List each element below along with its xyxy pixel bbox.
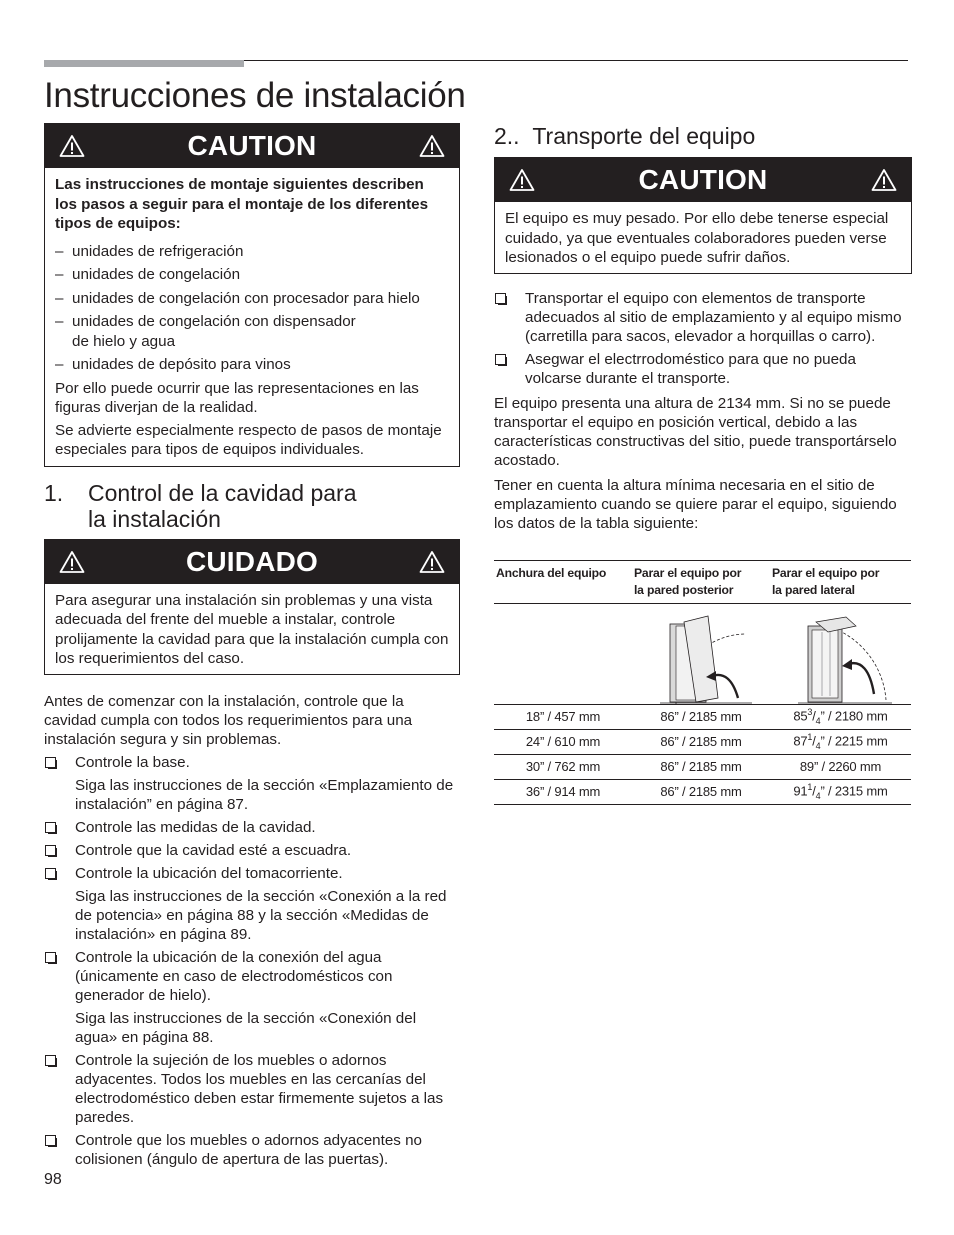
checklist xyxy=(44,753,460,1169)
table-cell: $85^3/_4$” / 2180 mm xyxy=(770,704,911,729)
page-title: Instrucciones de instalación xyxy=(44,76,466,115)
warning-triangle-icon xyxy=(509,168,535,192)
caution-label: CAUTION xyxy=(638,164,768,195)
table-cell: $91^1/_4$” / 2315 mm xyxy=(770,779,911,804)
list-item-text-cont: de hielo y agua xyxy=(72,332,176,350)
cuidado-box xyxy=(44,539,460,675)
table-cell: 89” / 2260 mm xyxy=(770,754,911,779)
checkbox-icon xyxy=(45,952,56,963)
section-number: 1. xyxy=(44,479,64,506)
table-header-row xyxy=(494,560,911,603)
column-header: Parar el equipo por la pared posterior xyxy=(634,565,742,597)
warning-triangle-icon xyxy=(59,134,85,158)
caution-paragraph: Se advierte especialmente respecto de pasos de montaje especiales para tipos de equipos individuales. xyxy=(55,421,442,458)
list-item: – unidades de congelación con procesador para hielo xyxy=(55,289,449,309)
section-1-body xyxy=(44,692,460,1169)
table-row xyxy=(494,729,911,754)
column-header: Anchura del equipo xyxy=(496,565,607,580)
section-2-heading xyxy=(494,123,912,149)
tilt-back-diagram-icon xyxy=(632,603,770,704)
checkbox-icon xyxy=(495,354,506,365)
table-cell: 86” / 2185 mm xyxy=(632,729,770,754)
caution-intro: Las instrucciones de montaje siguientes describen los pasos a seguir para el montaje de los diferentes tipos de equipos: xyxy=(55,176,429,232)
table-cell: 24” / 610 mm xyxy=(494,729,632,754)
tilt-side-diagram-icon xyxy=(770,603,911,704)
caution-body xyxy=(45,168,459,466)
checklist-item: Transportar el equipo con elementos de transporte adecuados al sitio de emplazamiento y al equipo mismo (carretilla para sacos, elevador a horquillas o carro). xyxy=(494,289,912,346)
checklist xyxy=(494,289,912,388)
caution-text: El equipo es muy pesado. Por ello debe tenerse especial cuidado, ya que eventuales colaboradores pueden verse lesionados o el equipo puede sufrir daños. xyxy=(505,210,889,266)
table-cell: 30” / 762 mm xyxy=(494,754,632,779)
page-number: 98 xyxy=(44,1171,62,1188)
list-item xyxy=(55,312,449,351)
checklist-subtext: Siga las instrucciones de la sección «Emplazamiento de instalación” en página 87. xyxy=(75,776,454,813)
cuidado-label: CUIDADO xyxy=(185,545,319,577)
table-cell: 86” / 2185 mm xyxy=(632,754,770,779)
checklist-subtext: Siga las instrucciones de la sección «Conexión del agua» en página 88. xyxy=(75,1009,417,1046)
section-title-cont: la instalación xyxy=(88,505,221,532)
list-item: – unidades de refrigeración xyxy=(55,242,449,262)
caution-paragraph: Por ello puede ocurrir que las representaciones en las figuras diverjan de la realidad. xyxy=(55,379,419,416)
equipment-type-list xyxy=(55,242,449,375)
caution-header xyxy=(45,124,459,168)
warning-triangle-icon xyxy=(419,134,445,158)
caution-body xyxy=(495,202,911,273)
checklist-item: Controle que los muebles o adornos adyacentes no colisionen (ángulo de apertura de las puertas). xyxy=(44,1131,460,1169)
caution-header xyxy=(495,158,911,202)
paragraph: El equipo presenta una altura de 2134 mm. Si no se puede transportar el equipo en posición vertical, debido a las características constructivas del sitio, puede transportárselo acostado. xyxy=(494,394,897,469)
checklist-item: Controle la sujeción de los muebles o adornos adyacentes. Todos los muebles en las cercanías del electrodoméstico deben estar firmemente sujetos a las paredes. xyxy=(44,1051,460,1127)
table-row xyxy=(494,704,911,729)
table-image-row xyxy=(494,603,911,704)
warning-triangle-icon xyxy=(871,168,897,192)
section-number: 2.. xyxy=(494,123,520,149)
cuidado-body xyxy=(45,584,459,674)
section-title: Control de la cavidad para xyxy=(88,479,357,506)
paragraph: Tener en cuenta la altura mínima necesaria en el sitio de emplazamiento cuando se quiere parar el equipo, siguiendo los datos de la tabla siguiente: xyxy=(494,476,897,532)
checklist-item: Controle que la cavidad esté a escuadra. xyxy=(44,841,460,860)
checklist-item: Controle la ubicación del tomacorriente. Siga las instrucciones de la sección «Conexión a la red de potencia» en página 88 y la sección «Medidas de instalación» en página 89. xyxy=(44,864,460,944)
column-header: Parar el equipo por la pared lateral xyxy=(772,565,880,597)
section-2-body xyxy=(494,289,912,533)
left-column xyxy=(44,123,460,1173)
checklist-subtext: Siga las instrucciones de la sección «Conexión a la red de potencia» en página 88 y la sección «Medidas de instalación» en página 89. xyxy=(75,887,447,943)
table-cell: 18” / 457 mm xyxy=(494,704,632,729)
cuidado-header xyxy=(45,540,459,584)
section-title: Transporte del equipo xyxy=(532,123,756,149)
section-1-heading xyxy=(44,480,460,532)
checklist-item: Controle las medidas de la cavidad. xyxy=(44,818,460,837)
warning-triangle-icon xyxy=(419,550,445,574)
checklist-item: Asegwar el electrrodoméstico para que no pueda volcarse durante el transporte. xyxy=(494,350,912,388)
checkbox-icon xyxy=(495,293,506,304)
table-row xyxy=(494,754,911,779)
caution-label: CAUTION xyxy=(187,130,317,161)
header-accent-bar xyxy=(44,60,244,67)
section-1-intro: Antes de comenzar con la instalación, controle que la cavidad cumpla con todos los requerimientos para una instalación segura y sin problemas. xyxy=(44,692,413,748)
right-column xyxy=(494,123,912,805)
table-cell: $87^1/_4$” / 2215 mm xyxy=(770,729,911,754)
dimensions-table xyxy=(494,560,911,805)
checkbox-icon xyxy=(45,845,56,856)
list-item: – unidades de depósito para vinos xyxy=(55,355,449,375)
list-item: – unidades de congelación xyxy=(55,265,449,285)
caution-box-transport xyxy=(494,157,912,274)
warning-triangle-icon xyxy=(59,550,85,574)
checkbox-icon xyxy=(45,1135,56,1146)
checkbox-icon xyxy=(45,822,56,833)
table-row xyxy=(494,779,911,804)
checkbox-icon xyxy=(45,868,56,879)
table-cell: 36” / 914 mm xyxy=(494,779,632,804)
checklist-item: Controle la ubicación de la conexión del agua (únicamente en caso de electrodomésticos con generador de hielo). Siga las instrucciones de la sección «Conexión del agua» en página 88. xyxy=(44,948,460,1047)
checkbox-icon xyxy=(45,1055,56,1066)
list-item-text: unidades de congelación con dispensador xyxy=(72,313,356,330)
checkbox-icon xyxy=(45,757,56,768)
table-cell: 86” / 2185 mm xyxy=(632,779,770,804)
caution-box-main xyxy=(44,123,460,467)
checklist-item: Controle la base. Siga las instrucciones de la sección «Emplazamiento de instalación” en página 87. xyxy=(44,753,460,814)
cuidado-text: Para asegurar una instalación sin problemas y una vista adecuada del frente del mueble a instalar, controle prolijamente la cavidad para que la instalación cumpla con los requerimientos del caso. xyxy=(55,591,449,667)
table-cell: 86” / 2185 mm xyxy=(632,704,770,729)
